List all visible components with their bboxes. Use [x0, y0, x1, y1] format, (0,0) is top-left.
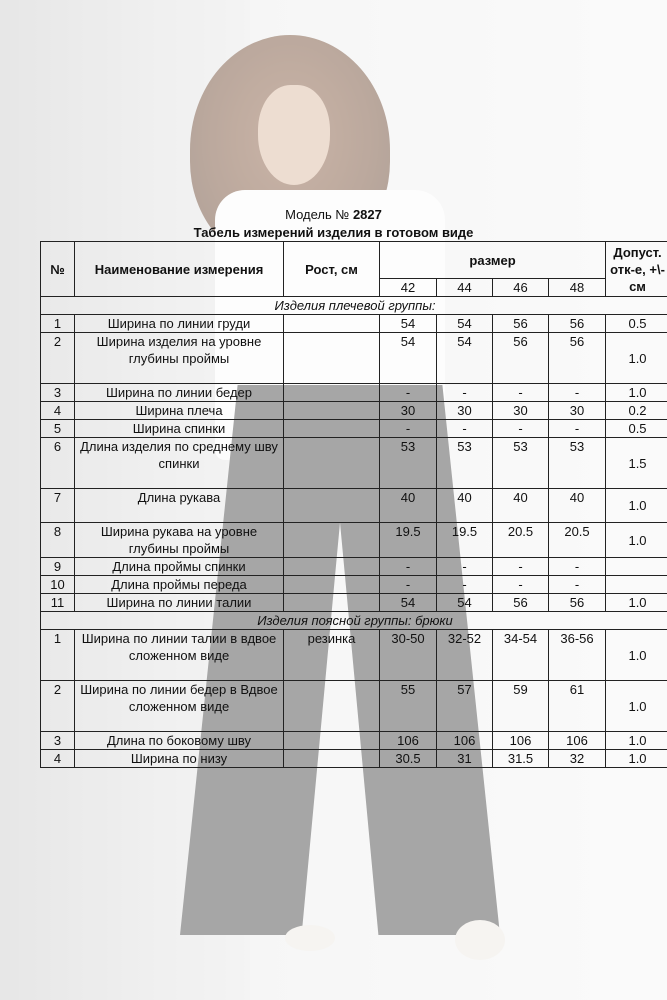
measurement-name: Ширина по линии талии: [75, 594, 284, 612]
size-value: 40: [437, 489, 493, 523]
size-value: 53: [493, 438, 549, 489]
group-title: Изделия поясной группы: брюки: [41, 612, 667, 630]
row-number: 3: [41, 732, 75, 750]
header-name: Наименование измерения: [75, 242, 284, 297]
size-value: 30: [437, 402, 493, 420]
height-value: [284, 681, 380, 732]
size-value: -: [493, 420, 549, 438]
height-value: [284, 333, 380, 384]
table-row: [41, 594, 667, 612]
height-value: [284, 732, 380, 750]
size-value: -: [437, 558, 493, 576]
size-value: 106: [437, 732, 493, 750]
row-number: 6: [41, 438, 75, 489]
size-value: 31.5: [493, 750, 549, 768]
height-value: [284, 523, 380, 558]
size-value: 54: [437, 594, 493, 612]
measurement-name: Ширина рукава на уровне глубины проймы: [75, 523, 284, 558]
height-value: [284, 315, 380, 333]
size-value: 30-50: [380, 630, 437, 681]
measurement-name: Ширина по линии груди: [75, 315, 284, 333]
measurement-name: Длина проймы спинки: [75, 558, 284, 576]
table-row: [41, 630, 667, 681]
row-number: 5: [41, 420, 75, 438]
size-value: 106: [549, 732, 606, 750]
model-title-prefix: Модель №: [285, 207, 353, 222]
tolerance-value: 1.0: [606, 630, 667, 681]
table-row: [41, 576, 667, 594]
size-value: 55: [380, 681, 437, 732]
size-value: -: [380, 558, 437, 576]
size-value: -: [549, 420, 606, 438]
table-body: [41, 297, 667, 768]
size-value: -: [493, 576, 549, 594]
size-value: 56: [549, 315, 606, 333]
tolerance-value: 1.0: [606, 489, 667, 523]
measurement-name: Ширина по линии бедер в Вдвое сложенном виде: [75, 681, 284, 732]
size-value: 56: [493, 333, 549, 384]
size-value: 30: [380, 402, 437, 420]
tolerance-value: [606, 576, 667, 594]
size-value: -: [380, 420, 437, 438]
tolerance-value: 1.0: [606, 732, 667, 750]
size-value: -: [549, 576, 606, 594]
tolerance-value: 0.5: [606, 420, 667, 438]
row-number: 1: [41, 630, 75, 681]
size-value: 19.5: [380, 523, 437, 558]
height-value: резинка: [284, 630, 380, 681]
size-value: 54: [437, 333, 493, 384]
size-value: 30.5: [380, 750, 437, 768]
measurement-name: Ширина по линии бедер: [75, 384, 284, 402]
header-size-42: 42: [380, 279, 437, 297]
size-value: 56: [493, 315, 549, 333]
measurement-name: Ширина изделия на уровне глубины проймы: [75, 333, 284, 384]
size-value: -: [549, 558, 606, 576]
tolerance-value: 0.5: [606, 315, 667, 333]
tolerance-value: 1.0: [606, 750, 667, 768]
table-row: [41, 438, 667, 489]
height-value: [284, 402, 380, 420]
size-value: 53: [549, 438, 606, 489]
row-number: 10: [41, 576, 75, 594]
table-row: [41, 523, 667, 558]
header-size-48: 48: [549, 279, 606, 297]
size-value: 40: [493, 489, 549, 523]
size-value: 20.5: [549, 523, 606, 558]
measurement-name: Ширина плеча: [75, 402, 284, 420]
size-value: -: [549, 384, 606, 402]
group-title: Изделия плечевой группы:: [41, 297, 667, 315]
table-row: [41, 333, 667, 384]
row-number: 2: [41, 333, 75, 384]
header-tolerance: Допуст. отк-е, +\-см: [606, 242, 667, 297]
measurement-name: Ширина по линии талии в вдвое сложенном виде: [75, 630, 284, 681]
size-value: 106: [380, 732, 437, 750]
table-row: [41, 489, 667, 523]
size-value: 54: [380, 333, 437, 384]
size-value: 30: [549, 402, 606, 420]
tolerance-value: [606, 558, 667, 576]
table-row: [41, 558, 667, 576]
row-number: 2: [41, 681, 75, 732]
table-row: [41, 732, 667, 750]
row-number: 7: [41, 489, 75, 523]
table-row: [41, 384, 667, 402]
row-number: 4: [41, 750, 75, 768]
size-value: 56: [493, 594, 549, 612]
height-value: [284, 438, 380, 489]
header-num: №: [41, 242, 75, 297]
table-row: [41, 750, 667, 768]
size-value: -: [437, 420, 493, 438]
header-size-46: 46: [493, 279, 549, 297]
row-number: 4: [41, 402, 75, 420]
table-row: [41, 315, 667, 333]
measurement-name: Ширина по низу: [75, 750, 284, 768]
size-value: 34-54: [493, 630, 549, 681]
size-value: 59: [493, 681, 549, 732]
size-value: 36-56: [549, 630, 606, 681]
row-number: 11: [41, 594, 75, 612]
size-value: -: [380, 384, 437, 402]
size-value: 53: [437, 438, 493, 489]
tolerance-value: 1.5: [606, 438, 667, 489]
size-value: 30: [493, 402, 549, 420]
measurement-name: Длина рукава: [75, 489, 284, 523]
tolerance-value: 1.0: [606, 681, 667, 732]
size-value: 32: [549, 750, 606, 768]
tolerance-value: 1.0: [606, 594, 667, 612]
tolerance-value: 0.2: [606, 402, 667, 420]
height-value: [284, 558, 380, 576]
table-row: [41, 420, 667, 438]
row-number: 1: [41, 315, 75, 333]
size-value: 56: [549, 594, 606, 612]
row-number: 3: [41, 384, 75, 402]
model-number: 2827: [352, 207, 382, 222]
table-subtitle: Табель измерений изделия в готовом виде: [193, 225, 474, 240]
row-number: 8: [41, 523, 75, 558]
size-value: 54: [380, 315, 437, 333]
height-value: [284, 576, 380, 594]
size-value: 19.5: [437, 523, 493, 558]
height-value: [284, 420, 380, 438]
measurements-table: [40, 241, 667, 768]
row-number: 9: [41, 558, 75, 576]
header-size: размер: [380, 242, 606, 279]
size-value: -: [437, 576, 493, 594]
table-row: [41, 681, 667, 732]
header-height: Рост, см: [284, 242, 380, 297]
table-row: [41, 402, 667, 420]
size-value: 61: [549, 681, 606, 732]
size-value: 40: [380, 489, 437, 523]
size-value: 20.5: [493, 523, 549, 558]
group-header-row: [41, 297, 667, 315]
size-value: 54: [380, 594, 437, 612]
height-value: [284, 384, 380, 402]
tolerance-value: 1.0: [606, 333, 667, 384]
height-value: [284, 594, 380, 612]
size-value: 106: [493, 732, 549, 750]
size-value: 57: [437, 681, 493, 732]
size-value: -: [493, 558, 549, 576]
header-size-44: 44: [437, 279, 493, 297]
measurement-name: Ширина спинки: [75, 420, 284, 438]
height-value: [284, 750, 380, 768]
tolerance-value: 1.0: [606, 523, 667, 558]
tolerance-value: 1.0: [606, 384, 667, 402]
size-value: -: [380, 576, 437, 594]
size-value: 32-52: [437, 630, 493, 681]
size-value: 56: [549, 333, 606, 384]
size-value: -: [493, 384, 549, 402]
size-value: 31: [437, 750, 493, 768]
measurement-name: Длина по боковому шву: [75, 732, 284, 750]
measurement-name: Длина изделия по среднему шву спинки: [75, 438, 284, 489]
size-value: -: [437, 384, 493, 402]
size-value: 54: [437, 315, 493, 333]
model-title: [0, 207, 667, 222]
group-header-row: [41, 612, 667, 630]
size-value: 40: [549, 489, 606, 523]
measurement-name: Длина проймы переда: [75, 576, 284, 594]
height-value: [284, 489, 380, 523]
size-value: 53: [380, 438, 437, 489]
